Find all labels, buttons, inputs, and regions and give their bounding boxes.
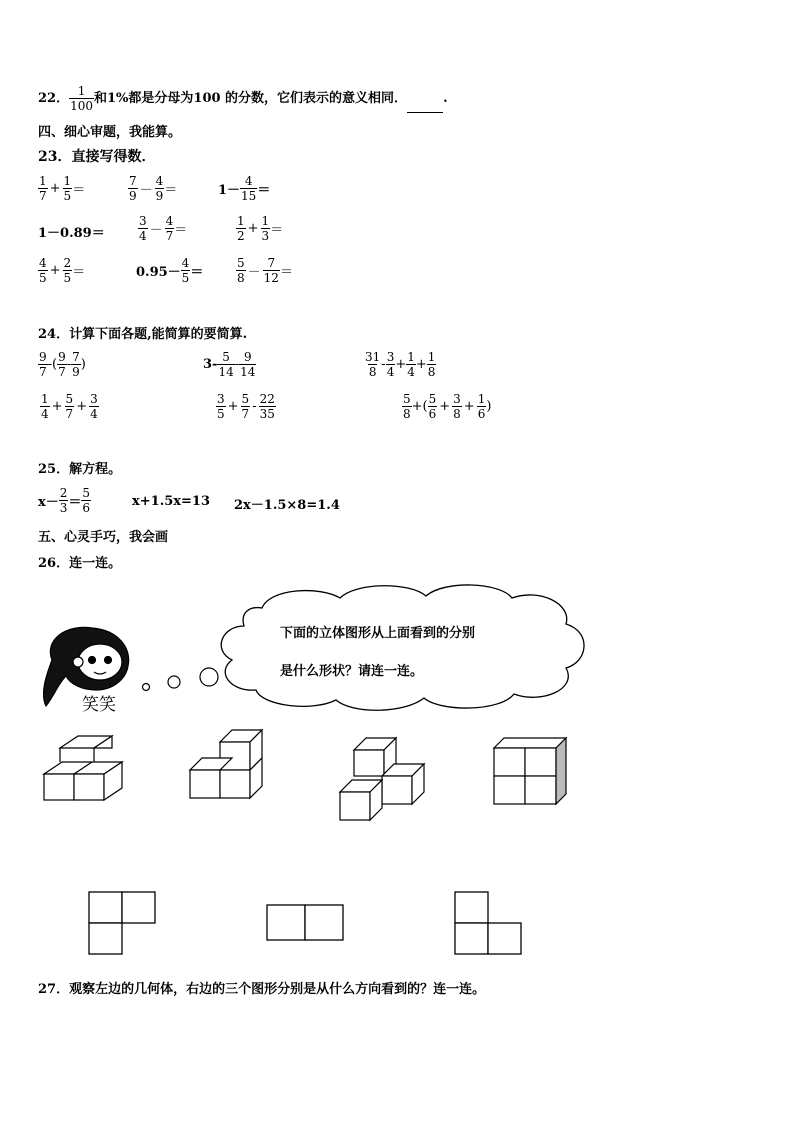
bubble-medium (168, 676, 180, 688)
frac-den: 4 (139, 229, 147, 243)
frac-den: 9 (129, 189, 137, 203)
frac-num: 5 (222, 350, 230, 364)
equals: ＝ (72, 183, 86, 198)
frac-den: 6 (82, 501, 91, 515)
solid-figure-3 (340, 738, 424, 820)
q27-text: 27．观察左边的几何体，右边的三个图形分别是从什么方向看到的？连一连。 (38, 982, 486, 997)
bubble-small (143, 684, 150, 691)
thought-cloud (221, 585, 584, 710)
equals: ＝ (257, 183, 271, 198)
frac-num: 9 (243, 350, 252, 364)
frac-den: 35 (259, 407, 275, 421)
operator: + (49, 181, 61, 196)
frac-num: 4 (181, 256, 190, 270)
frac-den: 12 (263, 271, 279, 285)
section-5-heading: 五、心灵手巧，我会画 (38, 530, 169, 545)
top-view-shape-1 (89, 892, 155, 954)
solid-figure-4 (494, 738, 566, 804)
frac-den: 14 (240, 365, 256, 379)
frac-num: 1 (39, 174, 47, 188)
frac-den: 2 (237, 229, 245, 243)
frac-num: 4 (39, 256, 47, 270)
operator: + (227, 399, 239, 414)
frac-num: 31 (365, 350, 381, 364)
operator: - (381, 357, 386, 372)
equals: ＝ (279, 265, 293, 280)
solid-figure-1 (44, 736, 122, 800)
q23-title: 23．直接写得数． (38, 149, 156, 165)
operator: - (66, 357, 72, 372)
operator: + (247, 221, 259, 236)
frac-num: 4 (244, 174, 253, 188)
frac-num: 3 (453, 392, 461, 406)
frac-den: 8 (403, 407, 411, 421)
frac-den: 6 (428, 407, 437, 421)
frac-num: 3 (90, 392, 98, 406)
frac-num: 2 (63, 256, 72, 270)
frac-den: 15 (241, 189, 257, 203)
frac-den: 7 (39, 365, 47, 379)
frac-den: 9 (72, 365, 80, 379)
frac-den: 7 (241, 407, 250, 421)
operator: + (439, 399, 451, 414)
equals: ＝ (190, 265, 204, 280)
q25-title: 25．解方程。 (38, 462, 122, 477)
frac-den: 100 (70, 99, 93, 113)
bubble-large (200, 668, 218, 686)
frac-den: 8 (368, 365, 377, 379)
equals: ＝ (174, 223, 188, 238)
frac-num: 7 (72, 350, 80, 364)
frac-num: 3 (139, 214, 147, 228)
frac-num: 4 (165, 214, 174, 228)
frac-den: 7 (165, 229, 174, 243)
frac-den: 4 (90, 407, 98, 421)
equals: ＝ (270, 223, 284, 238)
frac-den: 9 (155, 189, 164, 203)
prefix: 3- (203, 357, 218, 372)
q23-r2-a: 1－0.89＝ (38, 226, 105, 241)
frac-num: 9 (39, 350, 47, 364)
operator: ) (80, 357, 86, 372)
frac-den: 5 (39, 271, 47, 285)
prefix: 0.95－ (136, 265, 181, 280)
frac-num: 1 (63, 174, 72, 188)
top-view-shape-2 (267, 905, 343, 940)
frac-den: 4 (407, 365, 415, 379)
q22-number: 22． (38, 91, 70, 106)
q24-title: 24．计算下面各题,能简算的要简算. (38, 327, 248, 342)
frac-den: 5 (181, 271, 190, 285)
frac-num: 5 (65, 392, 74, 406)
operator: + (463, 399, 475, 414)
section-4-heading: 四、细心审题，我能算。 (38, 125, 182, 140)
frac-den: 8 (427, 365, 436, 379)
operator: + (76, 399, 88, 414)
q26-title: 26．连一连。 (38, 556, 122, 571)
frac-num: 1 (237, 214, 245, 228)
frac-num: 7 (267, 256, 276, 270)
operator: - (234, 357, 240, 372)
frac-num: 1 (427, 350, 436, 364)
frac-num: 9 (58, 350, 66, 364)
cloud-line-2: 是什么形状？请连一连。 (280, 664, 424, 679)
operator: － (247, 265, 261, 280)
frac-num: 5 (428, 392, 437, 406)
prefix: x－ (38, 495, 59, 510)
operator: － (139, 183, 153, 198)
frac-den: 14 (218, 365, 234, 379)
frac-den: 7 (65, 407, 74, 421)
operator: + (395, 357, 407, 372)
frac-num: 5 (241, 392, 250, 406)
q25-eq-2: x+1.5x=13 (132, 494, 210, 509)
frac-num: 3 (217, 392, 225, 406)
frac-den: 8 (453, 407, 461, 421)
operator: - (252, 399, 257, 414)
cloud-line-1: 下面的立体图形从上面看到的分别 (280, 626, 476, 641)
frac-den: 5 (63, 189, 72, 203)
top-view-shape-3 (455, 892, 521, 954)
girl-name-label: 笑笑 (82, 695, 116, 715)
frac-den: 3 (59, 501, 68, 515)
frac-num: 1 (261, 214, 270, 228)
operator: + (49, 263, 61, 278)
frac-num: 3 (386, 350, 395, 364)
frac-num: 5 (237, 256, 245, 270)
operator: +( (411, 399, 428, 414)
frac-num: 22 (259, 392, 275, 406)
equals: ＝ (68, 495, 82, 510)
frac-num: 1 (41, 392, 49, 406)
equals: ＝ (72, 265, 86, 280)
frac-den: 8 (237, 271, 245, 285)
operator: + (415, 357, 427, 372)
frac-num: 5 (403, 392, 411, 406)
frac-num: 5 (82, 486, 91, 500)
frac-den: 4 (41, 407, 49, 421)
frac-den: 7 (39, 189, 47, 203)
frac-den: 4 (386, 365, 395, 379)
equals: ＝ (164, 183, 178, 198)
operator: － (149, 223, 163, 238)
frac-num: 2 (59, 486, 68, 500)
frac-den: 5 (217, 407, 225, 421)
frac-num: 7 (129, 174, 137, 188)
q25-eq-3: 2x－1.5×8=1.4 (234, 498, 340, 513)
prefix: 1－ (218, 183, 241, 198)
frac-den: 5 (63, 271, 72, 285)
frac-num: 1 (77, 84, 86, 98)
operator: -( (47, 357, 58, 372)
frac-den: 6 (477, 407, 486, 421)
frac-den: 7 (58, 365, 66, 379)
thought-bubbles (143, 668, 219, 691)
frac-num: 4 (155, 174, 164, 188)
solid-figure-2 (190, 730, 262, 798)
frac-num: 1 (477, 392, 486, 406)
operator: + (51, 399, 63, 414)
frac-den: 3 (261, 229, 270, 243)
q22-text: 和1%都是分母为100 的分数，它们表示的意义相同． (94, 91, 408, 106)
operator: ) (486, 399, 492, 414)
frac-num: 1 (407, 350, 415, 364)
q22-end: . (443, 91, 448, 106)
